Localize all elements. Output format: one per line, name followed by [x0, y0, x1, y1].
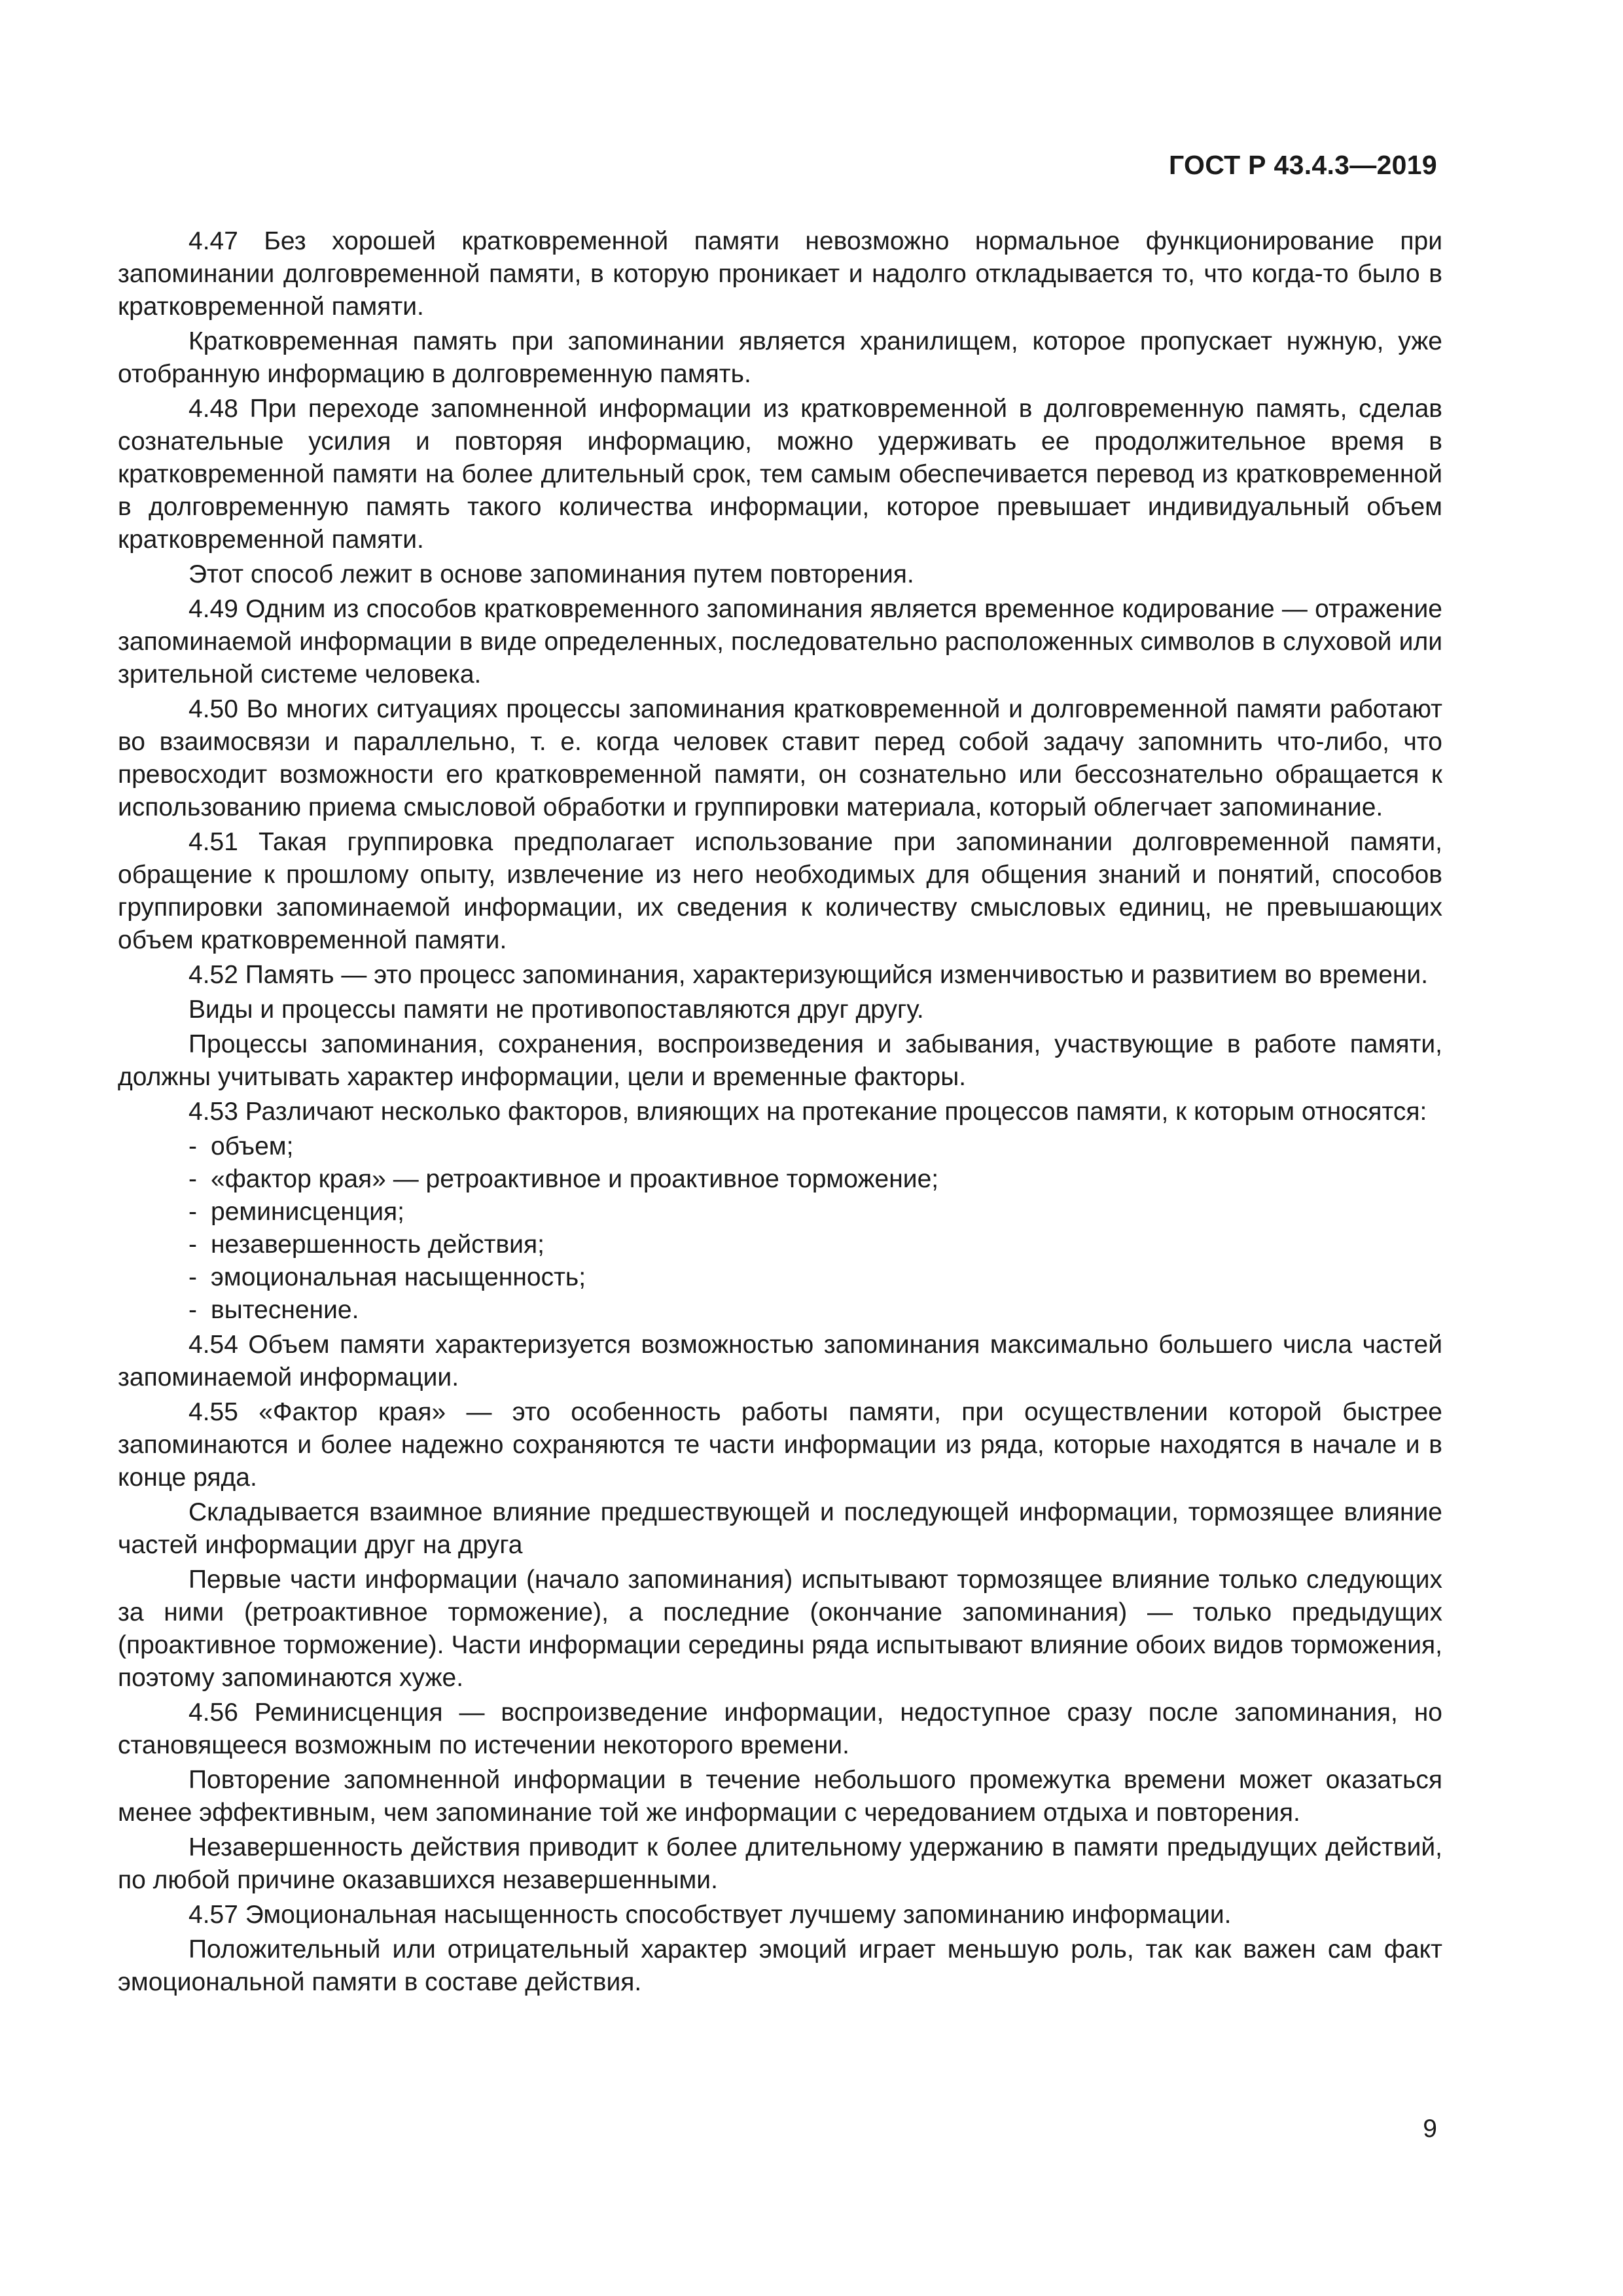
list-item [118, 1229, 1442, 1261]
paragraph: Первые части информации (начало запоминания) испытывают тормозящее влияние только следующих за ними (ретроактивное торможение), а последние (окончание запоминания) — только предыдущих (проактивное торможение). Части информации середины ряда испытывают влияние обоих видов торможения, поэтому запоминаются хуже. [118, 1566, 1442, 1692]
list-dash: - [188, 1198, 197, 1226]
paragraph: 4.53 Различают несколько факторов, влияющих на протекание процессов памяти, к которым относятся: [188, 1098, 1427, 1126]
list-item-text: «фактор края» — ретроактивное и проактивное торможение; [211, 1165, 939, 1193]
paragraph: 4.48 При переходе запомненной информации из кратковременной в долговременную память, сделав сознательные усилия и повторяя информацию, можно удерживать ее продолжительное время в кратковременной памяти на более длительный срок, тем самым обеспечивается перевод из кратковременной в долговременную память такого количества информации, которое превышает индивидуальный объем кратковременной памяти. [118, 395, 1442, 554]
paragraph: 4.55 «Фактор края» — это особенность работы памяти, при осуществлении которой быстрее запоминаются и более надежно сохраняются те части информации из ряда, которые находятся в начале и в конце ряда. [118, 1398, 1442, 1492]
paragraph: Виды и процессы памяти не противопоставляются друг другу. [188, 996, 924, 1024]
list-dash: - [188, 1263, 197, 1291]
list-item [118, 1163, 1442, 1196]
list-item-text: эмоциональная насыщенность; [211, 1263, 586, 1291]
list-item-text: реминисценция; [211, 1198, 405, 1226]
list-item [118, 1261, 1442, 1294]
list-item-text: вытеснение. [211, 1296, 359, 1324]
paragraph: Складывается взаимное влияние предшествующей и последующей информации, тормозящее влияние частей информации друг на друга [118, 1498, 1442, 1559]
paragraph: 4.57 Эмоциональная насыщенность способствует лучшему запоминанию информации. [188, 1901, 1232, 1929]
paragraph: 4.54 Объем памяти характеризуется возможностью запоминания максимально большего числа частей запоминаемой информации. [118, 1331, 1442, 1391]
list-item [118, 1196, 1442, 1229]
paragraph: 4.50 Во многих ситуациях процессы запоминания кратковременной и долговременной памяти работают во взаимосвязи и параллельно, т. е. когда человек ставит перед собой задачу запомнить что-либо, что превосходит возможности его кратковременной памяти, он сознательно или бессознательно обращается к использованию приема смысловой обработки и группировки материала, который облегчает запоминание. [118, 695, 1442, 821]
list-item [118, 1130, 1442, 1163]
paragraph: Кратковременная память при запоминании является хранилищем, которое пропускает нужную, уже отобранную информацию в долговременную память. [118, 327, 1442, 388]
list-dash: - [188, 1132, 197, 1160]
list-item-text: объем; [211, 1132, 294, 1160]
list-dash: - [188, 1296, 197, 1324]
paragraph: Повторение запомненной информации в течение небольшого промежутка времени может оказаться менее эффективным, чем запоминание той же информации с чередованием отдыха и повторения. [118, 1766, 1442, 1827]
paragraph: 4.49 Одним из способов кратковременного запоминания является временное кодирование — отражение запоминаемой информации в виде определенных, последовательно расположенных символов в слуховой или зрительной системе человека. [118, 595, 1442, 689]
factors-list [118, 1130, 1442, 1327]
page-number: 9 [1423, 2115, 1437, 2143]
paragraph: 4.47 Без хорошей кратковременной памяти невозможно нормальное функционирование при запоминании долговременной памяти, в которую проникает и надолго откладывается то, что когда-то было в кратковременной памяти. [118, 227, 1442, 321]
list-item-text: незавершенность действия; [211, 1230, 544, 1259]
paragraph: 4.56 Реминисценция — воспроизведение информации, недоступное сразу после запоминания, но становящееся возможным по истечении некоторого времени. [118, 1698, 1442, 1759]
paragraph: Положительный или отрицательный характер эмоций играет меньшую роль, так как важен сам факт эмоциональной памяти в составе действия. [118, 1935, 1442, 1996]
document-body [118, 225, 1442, 2001]
paragraph: Этот способ лежит в основе запоминания путем повторения. [188, 560, 914, 588]
list-dash: - [188, 1165, 197, 1193]
list-dash: - [188, 1230, 197, 1259]
paragraph: Незавершенность действия приводит к более длительному удержанию в памяти предыдущих действий, по любой причине оказавшихся незавершенными. [118, 1833, 1442, 1894]
paragraph: 4.51 Такая группировка предполагает использование при запоминании долговременной памяти, обращение к прошлому опыту, извлечение из него необходимых для общения знаний и понятий, способов группировки запоминаемой информации, их сведения к количеству смысловых единиц, не превышающих объем кратковременной памяти. [118, 828, 1442, 954]
paragraph: Процессы запоминания, сохранения, воспроизведения и забывания, участвующие в работе памяти, должны учитывать характер информации, цели и временные факторы. [118, 1030, 1442, 1091]
list-item [118, 1294, 1442, 1327]
document-code-header: ГОСТ Р 43.4.3—2019 [1169, 150, 1437, 180]
paragraph: 4.52 Память — это процесс запоминания, характеризующийся изменчивостью и развитием во времени. [188, 961, 1429, 989]
